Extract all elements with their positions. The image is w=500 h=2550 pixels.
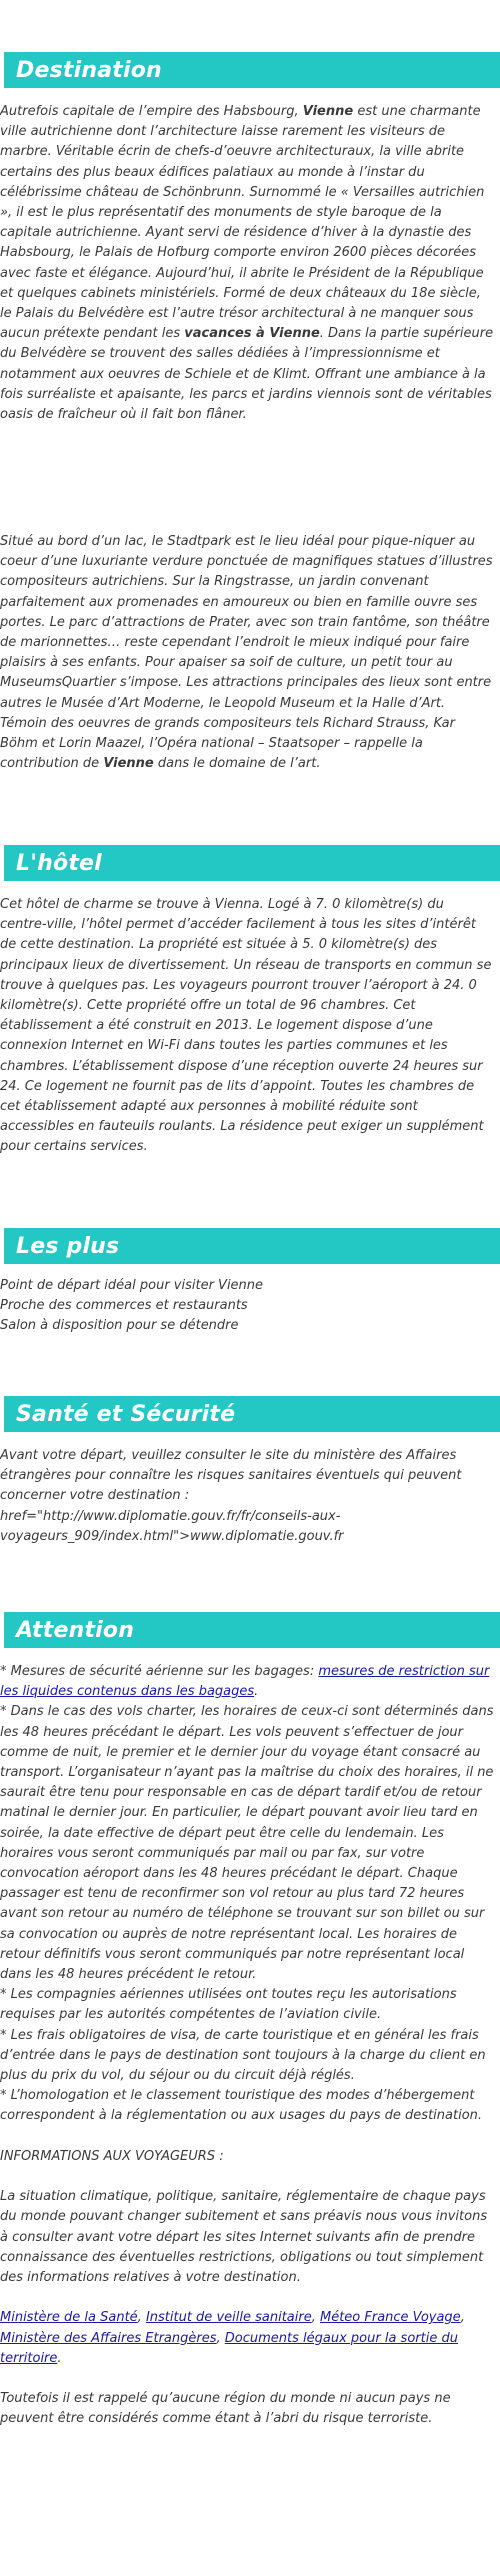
section-header-attention [4,1612,500,1648]
list-item: Proche des commerces et restaurants [0,1298,248,1314]
link-ministere-sante[interactable]: Ministère de la Santé [0,2310,138,2326]
liquids-restriction-link[interactable]: mesures de restriction sur les liquides contenus dans les bagages [0,1664,490,1700]
attention-item-1: * Mesures de sécurité aérienne sur les bagages: mesures de restriction sur les liquides contenus dans les bagages. [0,1664,490,1700]
attention-item-5: * L’homologation et le classement touristique des modes d’hébergement correspondent à la réglementation ou aux usages du pays de destination. [0,2088,483,2124]
destination-text-2 [0,532,494,774]
hotel-text: Cet hôtel de charme se trouve à Vienna. Logé à 7. 0 kilomètre(s) du centre-ville, l’hôtel permet d’accéder facilement à tous les sites d’intérêt de cette destination. La propriété est située à 5. 0 kilomètre(s) des principaux lieux de divertissement. Un réseau de transports en commun se trouve à quelques pas. Les voyageurs pourront trouver l’aéroport à 24. 0 kilomètre(s). Cette propriété offre un total de 96 chambres. Cet établissement a été construit en 2013. Le logement dispose d’une connexion Internet en Wi-Fi dans toutes les parties communes et les chambres. L’établissement dispose d’une réception ouverte 24 heures sur 24. Ce logement ne fournit pas de lits d’appoint. Toutes les chambres de cet établissement adapté aux personnes à mobilité réduite sont accessibles en fauteuils roulants. La résidence peut exiger un supplément pour certains services. [0,897,492,1155]
plus-list [0,1276,494,1337]
info-title: INFORMATIONS AUX VOYAGEURS : [0,2148,224,2164]
link-meteo-france[interactable]: Méteo France Voyage [319,2310,461,2326]
link-documents-legaux[interactable]: Documents légaux pour la sortie du territoire [0,2330,458,2366]
attention-item-3: * Les compagnies aériennes utilisées ont toutes reçu les autorisations requises par les autorités compétentes de l’aviation civile. [0,1987,457,2023]
section-header-destination [4,52,500,88]
section-title: L'hôtel [16,850,102,876]
section-title: Destination [16,57,162,83]
section-hotel [0,845,500,1158]
sante-text: Avant votre départ, veuillez consulter le site du ministère des Affaires étrangères pour connaître les risques sanitaires éventuels qui peuvent concerner votre destination : href="http://www.diplomatie.gouv.fr/fr/conseils-aux-voyageurs_909/index.html">www.diplomatie.gouv.fr [0,1448,462,1544]
city-name: Vienne [302,104,354,119]
attention-item-2: * Dans le cas des vols charter, les horaires de ceux-ci sont déterminés dans les 48 heures précédant le départ. Les vols peuvent s’effectuer de jour comme de nuit, le premier et le dernier jour du voyage étant consacré au transport. L’organisateur n’ayant pas la maîtrise du choix des horaires, il ne saurait être tenu pour responsable en cas de départ tardif et/ou de retour matinal le dernier jour. En particulier, le départ pouvant avoir lieu tard en soirée, la date effective de départ peut être celle du lendemain. Les horaires vous seront communiqués par mail ou par fax, sur votre convocation aéroport dans les 48 heures précédant le départ. Chaque passager est tenu de reconfirmer son vol retour au plus tard 72 heures avant son retour au numéro de téléphone se trouvant sur son billet ou sur sa convocation ou auprès de notre représentant local. Les horaires de retour définitifs vous seront communiqués par notre représentant local dans les 48 heures précédent le retour. [0,1704,494,1983]
destination-paragraph-1: Autrefois capitale de l’empire des Habsbourg, Vienne est une charmante ville autrichienne dont l’architecture laisse rarement les visiteurs de marbre. Véritable écrin de chefs-d’oeuvre architecturaux, la ville abrite certains des plus beaux édifices palatiaux au monde à l’instar du célébrissime château de Schönbrunn. Surnommé le « Versailles autrichien », il est le plus représentatif des monuments de style baroque de la capitale autrichienne. Ayant servi de résidence d’hiver à la dynastie des Habsbourg, le Palais de Hofburg comporte environ 2600 pièces décorées avec faste et élégance. Aujourd’hui, il abrite le Président de la République et quelques cabinets ministériels. Formé de deux châteaux du 18e siècle, le Palais du Belvédère est l’autre trésor architectural à ne manquer sous aucun prétexte pendant les vacances à Vienne. Dans la partie supérieure du Belvédère se trouvent des salles dédiées à l’impressionnisme et notamment aux oeuvres de Schiele et de Klimt. Offrant une ambiance à la fois surréaliste et apaisante, les parcs et jardins viennois sont de véritables oasis de fraîcheur où il fait bon flâner. [0,104,494,423]
vacances-keyword: vacances à Vienne [184,326,320,342]
link-institut-veille[interactable]: Institut de veille sanitaire [145,2310,312,2326]
section-attention [0,1612,500,2430]
section-title: Santé et Sécurité [16,1401,236,1427]
section-header-hotel [4,845,500,881]
destination-paragraph-2: Situé au bord d’un lac, le Stadtpark est le lieu idéal pour pique-niquer au coeur d’une luxuriante verdure ponctuée de magnifiques statues d’illustres compositeurs autrichiens. Sur la Ringstrasse, un jardin convenant parfaitement aux promenades en amoureux ou bien en famille ouvre ses portes. Le parc d’attractions de Prater, avec son train fantôme, son théâtre de marionnettes… reste cependant l’endroit le mieux indiqué pour faire plaisirs à ses enfants. Pour apaiser sa soif de culture, un petit tour au MuseumsQuartier s’impose. Les attractions principales des lieux sont entre autres le Musée d’Art Moderne, le Leopold Museum et la Halle d’Art. Témoin des oeuvres de grands compositeurs tels Richard Strauss, Kar Böhm et Lorin Maazel, l’Opéra national – Staatsoper – rappelle la contribution de Vienne dans le domaine de l’art. [0,534,493,772]
section-sante [0,1396,500,1547]
attention-text [0,1662,494,2430]
resource-links: Ministère de la Santé, Institut de veille sanitaire, Méteo France Voyage, Ministère des Affaires Etrangères, Documents légaux pour la sortie du territoire. [0,2310,465,2366]
section-plus [0,1228,500,1337]
list-item: Point de départ idéal pour visiter Vienne [0,1278,264,1293]
section-title: Les plus [16,1233,120,1259]
list-item: Salon à disposition pour se détendre [0,1318,239,1334]
city-name: Vienne [103,756,154,772]
section-header-plus [4,1228,500,1264]
final-note: Toutefois il est rappelé qu’aucune région du monde ni aucun pays ne peuvent être considérés comme étant à l’abri du risque terroriste. [0,2391,451,2427]
destination-text [0,102,494,425]
section-header-sante [4,1396,500,1432]
section-title: Attention [16,1617,135,1643]
attention-item-4: * Les frais obligatoires de visa, de carte touristique et en général les frais d’entrée dans le pays de destination sont toujours à la charge du client en plus du prix du vol, du séjour ou du circuit déjà réglés. [0,2027,486,2084]
section-destination [0,52,500,772]
info-text: La situation climatique, politique, sanitaire, réglementaire de chaque pays du monde pouvant changer subitement et sans préavis nous vous invitons à consulter avant votre départ les sites Internet suivants afin de prendre connaissance des éventuelles restrictions, obligations ou tout simplement des informations relatives à votre destination. [0,2189,488,2286]
link-affaires-etrangeres[interactable]: Ministère des Affaires Etrangères [0,2330,217,2346]
